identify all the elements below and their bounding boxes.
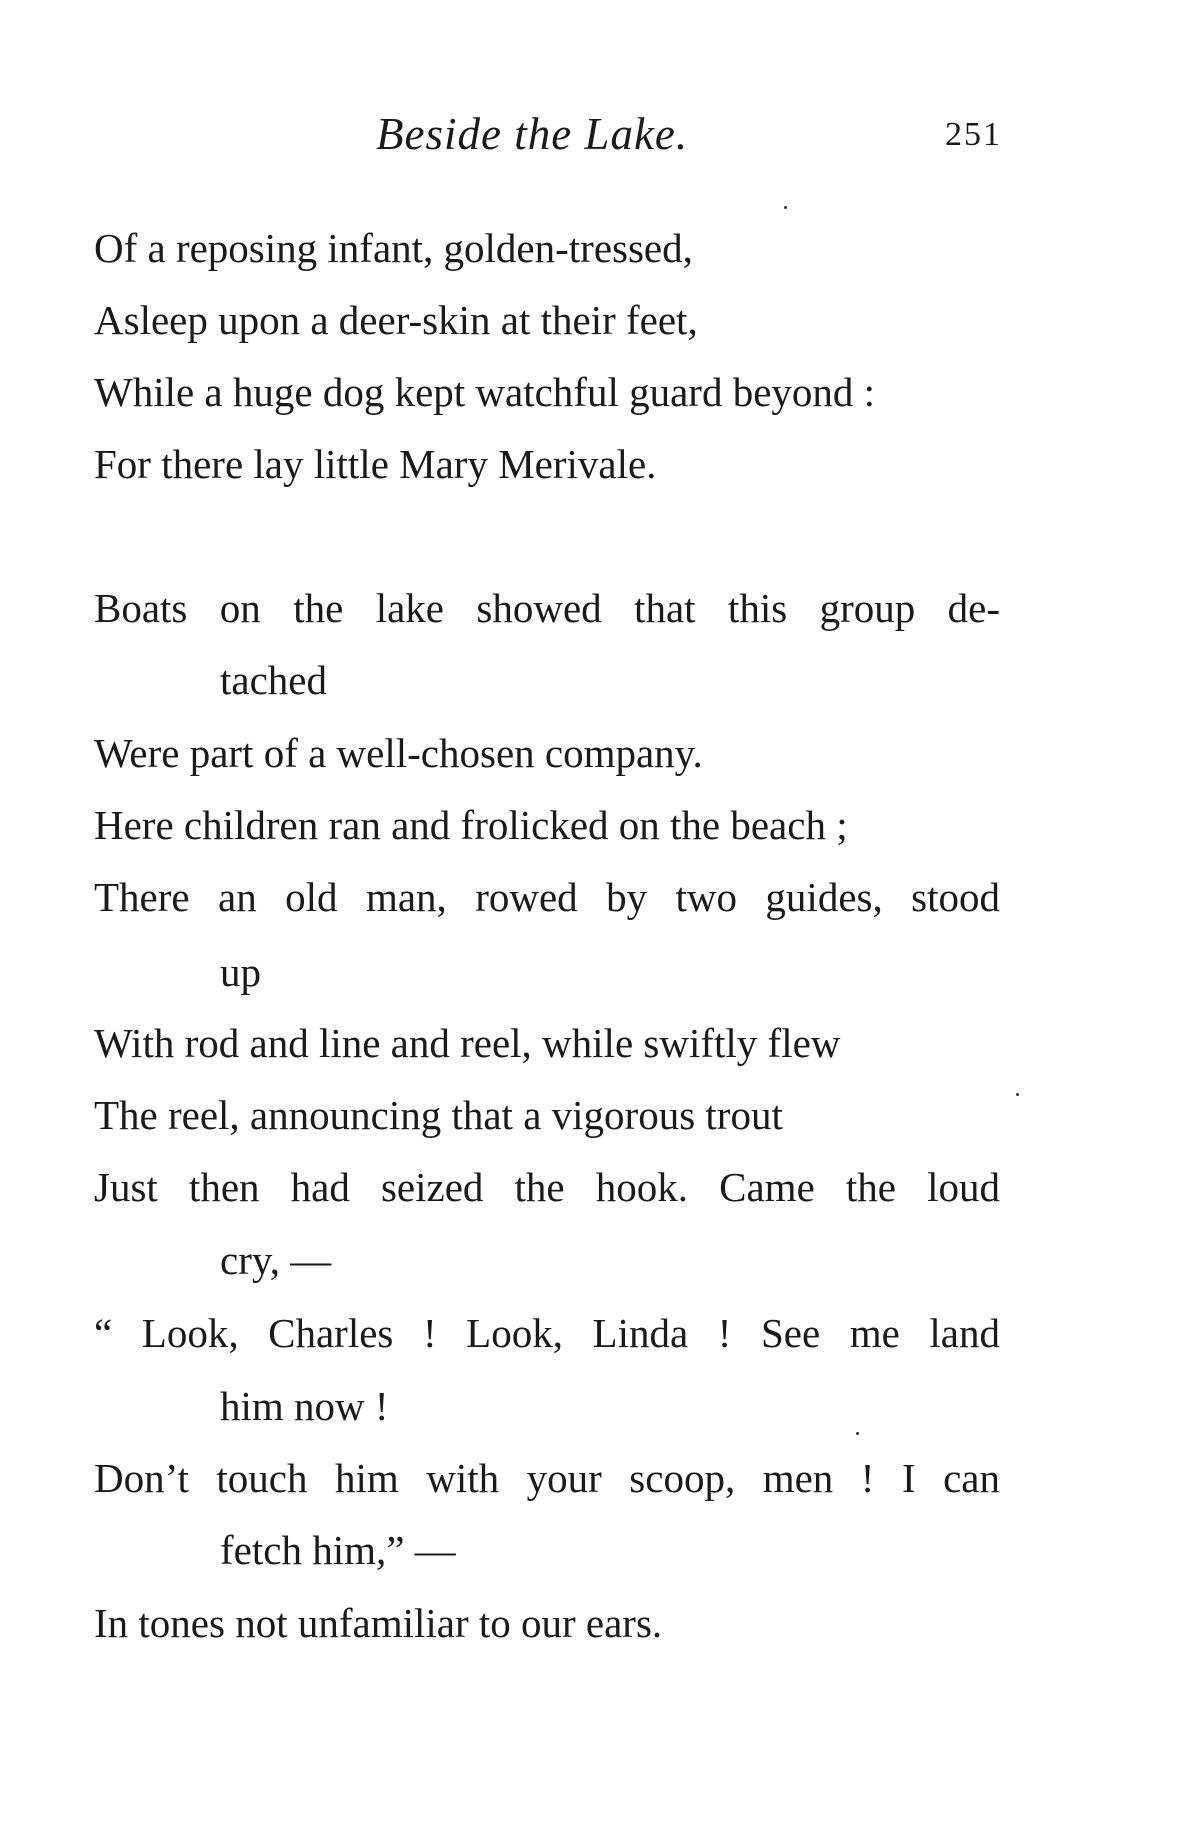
verse-line: Don’t touch him with your scoop, men ! I can bbox=[94, 1455, 1000, 1501]
verse-line: Here children ran and frolicked on the beach ; bbox=[94, 802, 848, 848]
print-speck bbox=[784, 206, 787, 209]
verse-line: For there lay little Mary Merivale. bbox=[94, 441, 657, 487]
verse-line-turnover: cry, — bbox=[220, 1237, 332, 1283]
verse-line: There an old man, rowed by two guides, stood bbox=[94, 874, 1000, 920]
page-number: 251 bbox=[945, 116, 1002, 153]
verse-line: Just then had seized the hook. Came the loud bbox=[94, 1164, 1000, 1210]
verse-line: In tones not unfamiliar to our ears. bbox=[94, 1600, 663, 1646]
verse-line: The reel, announcing that a vigorous trout bbox=[94, 1092, 783, 1138]
verse-line-turnover: up bbox=[220, 949, 261, 995]
verse-line: With rod and line and reel, while swiftly flew bbox=[94, 1020, 841, 1066]
verse-line-turnover: tached bbox=[220, 657, 327, 703]
verse-line: Boats on the lake showed that this group de- bbox=[94, 585, 1000, 631]
verse-line: Of a reposing infant, golden-tressed, bbox=[94, 225, 693, 271]
print-speck bbox=[1016, 1093, 1019, 1096]
verse-line-turnover: fetch him,” — bbox=[220, 1527, 456, 1573]
verse-line: “ Look, Charles ! Look, Linda ! See me land bbox=[94, 1310, 1000, 1356]
running-head bbox=[0, 108, 1187, 168]
verse-line: While a huge dog kept watchful guard beyond : bbox=[94, 369, 876, 415]
running-title: Beside the Lake. bbox=[376, 109, 689, 159]
verse-line-turnover: him now ! bbox=[220, 1383, 389, 1429]
verse-line: Asleep upon a deer-skin at their feet, bbox=[94, 297, 698, 343]
print-speck bbox=[856, 1432, 859, 1435]
verse-line: Were part of a well-chosen company. bbox=[94, 730, 703, 776]
